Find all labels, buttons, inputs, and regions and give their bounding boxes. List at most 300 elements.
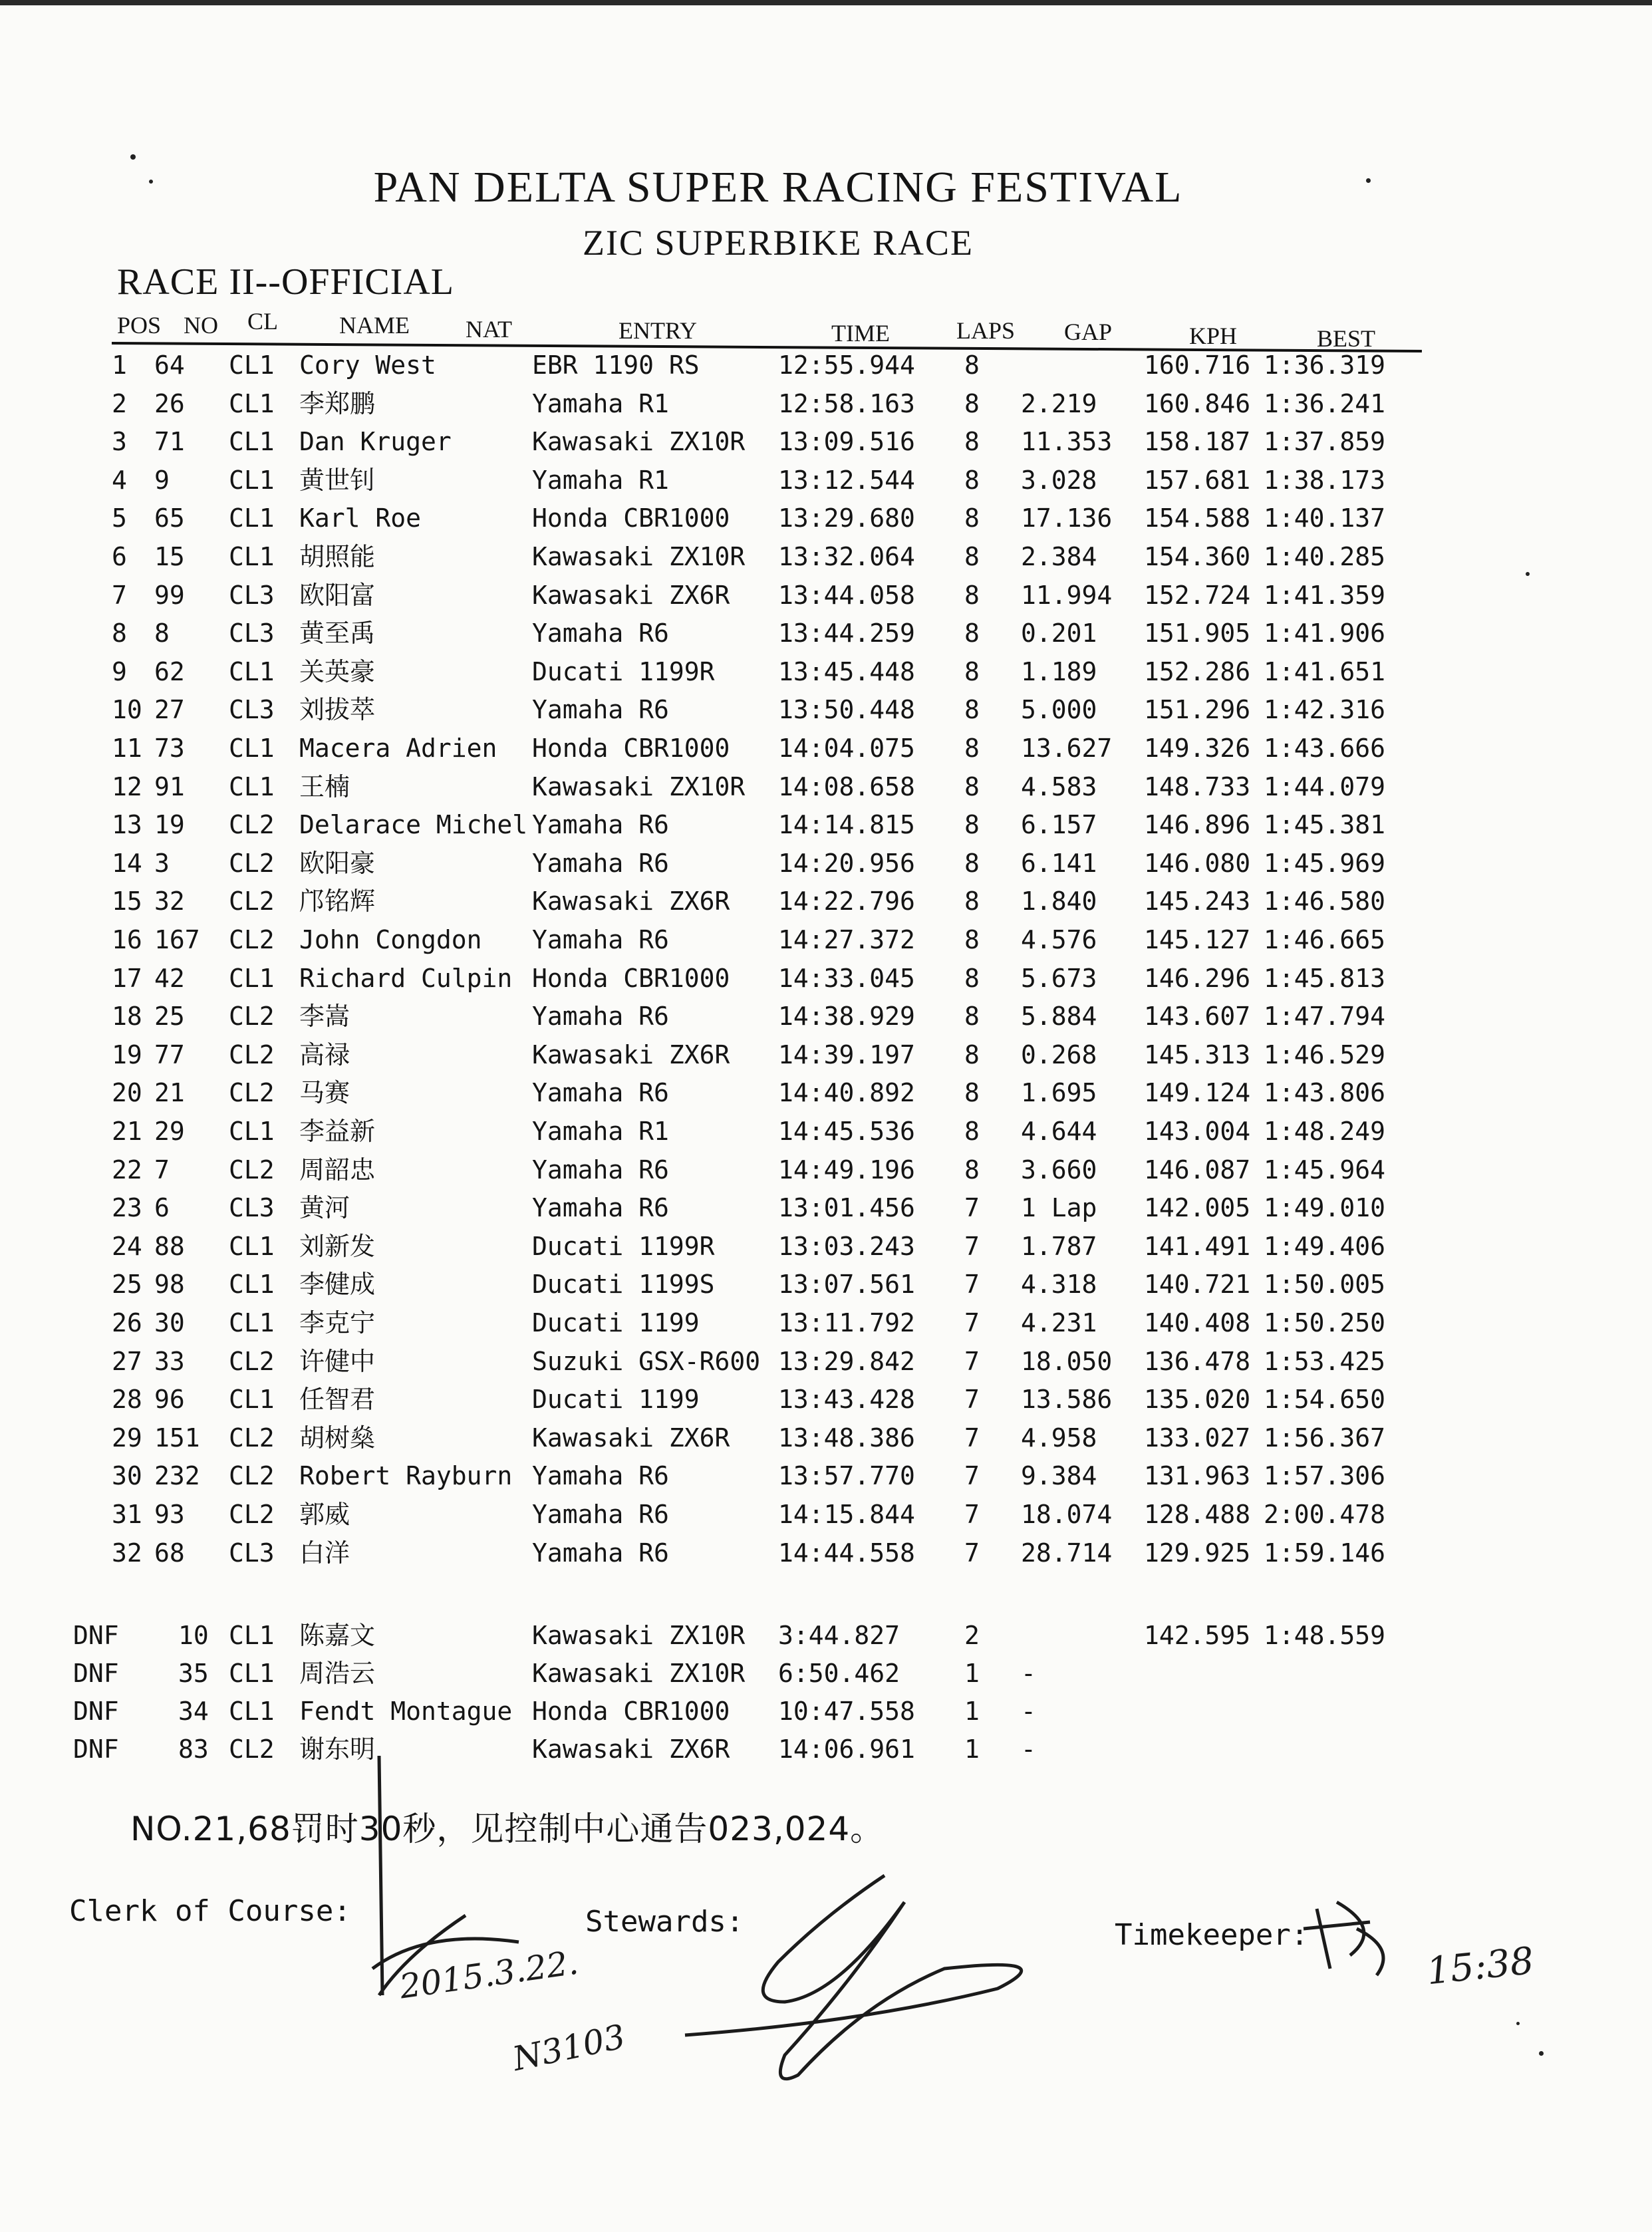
cell-cl: CL3	[229, 619, 275, 648]
cell-gap: 4.583	[1021, 771, 1097, 801]
cell-best: 1:43.666	[1264, 734, 1386, 763]
cell-kph: 142.005	[1144, 1193, 1251, 1223]
cell-cl: CL2	[229, 887, 275, 916]
cell-no: 32	[154, 887, 185, 916]
cell-time: 13:57.770	[778, 1461, 915, 1491]
cell-no: 19	[154, 810, 185, 840]
cell-cl: CL1	[229, 963, 275, 993]
cell-name: 欧阳豪	[299, 848, 376, 878]
col-kph: KPH	[1189, 323, 1238, 349]
cell-time: 14:06.961	[778, 1735, 915, 1764]
cell-laps: 8	[964, 810, 980, 840]
cell-kph: 154.588	[1144, 503, 1251, 533]
cell-kph: 151.905	[1144, 619, 1251, 648]
cell-time: 13:12.544	[778, 465, 915, 495]
cell-pos: 5	[112, 503, 127, 533]
cell-pos: 30	[112, 1461, 142, 1491]
cell-cl: CL1	[229, 1659, 275, 1688]
cell-no: 99	[154, 580, 185, 610]
cell-best: 1:36.241	[1264, 388, 1386, 418]
cell-name: 黄世钊	[299, 465, 376, 495]
cell-pos: 28	[112, 1385, 142, 1415]
cell-kph: 158.187	[1144, 427, 1251, 457]
cell-gap: 0.201	[1021, 619, 1097, 648]
cell-entry: Honda CBR1000	[532, 503, 730, 533]
cell-time: 13:03.243	[778, 1231, 915, 1261]
cell-time: 3:44.827	[778, 1621, 900, 1650]
cell-best: 1:41.651	[1264, 656, 1386, 686]
cell-laps: 8	[964, 542, 980, 571]
col-laps: LAPS	[956, 317, 1016, 344]
cell-kph: 146.296	[1144, 963, 1251, 993]
race-status: RACE II--OFFICIAL	[117, 261, 454, 303]
cell-laps: 8	[964, 1040, 980, 1069]
cell-cl: CL2	[229, 1735, 275, 1764]
cell-pos: 15	[112, 887, 142, 916]
timekeeper-signature	[1304, 1902, 1383, 1975]
cell-time: 14:45.536	[778, 1117, 915, 1146]
cell-entry: EBR 1190 RS	[532, 350, 700, 380]
cell-time: 13:09.516	[778, 427, 915, 457]
cell-time: 14:20.956	[778, 848, 915, 878]
cell-best: 1:41.906	[1264, 619, 1386, 648]
cell-laps: 8	[964, 695, 980, 725]
cell-laps: 8	[964, 1078, 980, 1108]
cell-entry: Yamaha R6	[532, 1155, 669, 1185]
cell-laps: 8	[964, 465, 980, 495]
col-pos: POS	[117, 312, 162, 339]
cell-laps: 8	[964, 503, 980, 533]
cell-entry: Yamaha R6	[532, 1078, 669, 1108]
cell-kph: 160.846	[1144, 388, 1251, 418]
cell-time: 13:32.064	[778, 542, 915, 571]
cell-name: 关英豪	[299, 656, 376, 686]
cell-no: 73	[154, 734, 185, 763]
cell-cl: CL1	[229, 1308, 275, 1337]
cell-cl: CL1	[229, 734, 275, 763]
cell-kph: 151.296	[1144, 695, 1251, 725]
cell-gap: 0.268	[1021, 1040, 1097, 1069]
cell-pos: 8	[112, 619, 127, 648]
cell-pos: 14	[112, 848, 142, 878]
cell-time: 14:38.929	[778, 1002, 915, 1032]
penalty-note: NO.21,68罚时30秒，见控制中心通告023,024。	[130, 1810, 885, 1848]
cell-laps: 7	[964, 1385, 980, 1415]
cell-laps: 8	[964, 427, 980, 457]
cell-gap: 4.958	[1021, 1423, 1097, 1453]
cell-entry: Ducati 1199	[532, 1385, 700, 1415]
cell-time: 13:50.448	[778, 695, 915, 725]
cell-pos: DNF	[73, 1621, 119, 1650]
cell-no: 21	[154, 1078, 185, 1108]
cell-name: Richard Culpin	[299, 963, 513, 993]
cell-cl: CL1	[229, 1621, 275, 1650]
col-no: NO	[184, 312, 218, 339]
cell-entry: Honda CBR1000	[532, 963, 730, 993]
cell-name: Dan Kruger	[299, 427, 452, 457]
cell-best: 1:47.794	[1264, 1002, 1386, 1032]
cell-pos: 13	[112, 810, 142, 840]
cell-name: Macera Adrien	[299, 734, 497, 763]
cell-cl: CL1	[229, 465, 275, 495]
cell-kph: 145.243	[1144, 887, 1251, 916]
cell-best: 1:45.969	[1264, 848, 1386, 878]
cell-pos: 16	[112, 925, 142, 954]
cell-pos: 2	[112, 388, 127, 418]
cell-time: 12:58.163	[778, 388, 915, 418]
cell-name: 李郑鹏	[299, 388, 376, 418]
cell-gap: 3.028	[1021, 465, 1097, 495]
race-subtitle: ZIC SUPERBIKE RACE	[582, 223, 974, 263]
cell-no: 6	[154, 1193, 170, 1223]
cell-entry: Yamaha R6	[532, 1538, 669, 1568]
cell-best: 1:46.580	[1264, 887, 1386, 916]
cell-cl: CL1	[229, 1231, 275, 1261]
handwritten-date: 2015.3.22.	[397, 1943, 581, 2007]
cell-kph: 148.733	[1144, 771, 1251, 801]
event-title: PAN DELTA SUPER RACING FESTIVAL	[373, 163, 1183, 211]
cell-kph: 143.607	[1144, 1002, 1251, 1032]
cell-kph: 140.408	[1144, 1308, 1251, 1337]
cell-no: 8	[154, 619, 170, 648]
cell-entry: Ducati 1199	[532, 1308, 700, 1337]
cell-cl: CL2	[229, 1002, 275, 1032]
cell-gap: 6.141	[1021, 848, 1097, 878]
cell-gap: 1.787	[1021, 1231, 1097, 1261]
cell-time: 12:55.944	[778, 350, 915, 380]
cell-best: 1:54.650	[1264, 1385, 1386, 1415]
cell-laps: 7	[964, 1270, 980, 1300]
cell-best: 1:56.367	[1264, 1423, 1386, 1453]
cell-pos: 1	[112, 350, 127, 380]
cell-name: 李益新	[299, 1117, 376, 1146]
cell-laps: 7	[964, 1500, 980, 1529]
cell-pos: 20	[112, 1078, 142, 1108]
cell-kph: 152.286	[1144, 656, 1251, 686]
cell-laps: 8	[964, 887, 980, 916]
cell-entry: Yamaha R6	[532, 1461, 669, 1491]
cell-no: 64	[154, 350, 185, 380]
col-entry: ENTRY	[619, 317, 698, 344]
cell-laps: 7	[964, 1231, 980, 1261]
cell-laps: 7	[964, 1346, 980, 1376]
cell-time: 14:40.892	[778, 1078, 915, 1108]
cell-gap: 4.576	[1021, 925, 1097, 954]
cell-best: 1:41.359	[1264, 580, 1386, 610]
cell-best: 1:49.406	[1264, 1231, 1386, 1261]
cell-no: 151	[154, 1423, 200, 1453]
cell-pos: 7	[112, 580, 127, 610]
cell-best: 1:45.381	[1264, 810, 1386, 840]
cell-laps: 8	[964, 580, 980, 610]
cell-no: 26	[154, 388, 185, 418]
cell-kph: 143.004	[1144, 1117, 1251, 1146]
cell-gap: 4.231	[1021, 1308, 1097, 1337]
cell-entry: Yamaha R6	[532, 810, 669, 840]
cell-gap: 9.384	[1021, 1461, 1097, 1491]
cell-name: 谢东明	[299, 1735, 376, 1764]
cell-entry: Yamaha R1	[532, 388, 669, 418]
cell-entry: Honda CBR1000	[532, 1697, 730, 1726]
cell-name: Karl Roe	[299, 503, 422, 533]
cell-laps: 8	[964, 656, 980, 686]
cell-time: 14:22.796	[778, 887, 915, 916]
cell-name: 李健成	[299, 1270, 376, 1300]
col-cl: CL	[247, 308, 279, 335]
cell-cl: CL3	[229, 695, 275, 725]
cell-time: 13:43.428	[778, 1385, 915, 1415]
cell-gap: 3.660	[1021, 1155, 1097, 1185]
cell-kph: 129.925	[1144, 1538, 1251, 1568]
cell-pos: 3	[112, 427, 127, 457]
stewards-label: Stewards:	[585, 1905, 744, 1939]
cell-time: 13:45.448	[778, 656, 915, 686]
cell-laps: 7	[964, 1423, 980, 1453]
cell-cl: CL1	[229, 1697, 275, 1726]
cell-gap: 5.884	[1021, 1002, 1097, 1032]
cell-time: 14:15.844	[778, 1500, 915, 1529]
cell-laps: 8	[964, 848, 980, 878]
cell-time: 13:29.680	[778, 503, 915, 533]
cell-name: 高禄	[299, 1040, 350, 1069]
cell-laps: 8	[964, 619, 980, 648]
cell-gap: 2.219	[1021, 388, 1097, 418]
cell-name: 陈嘉文	[299, 1621, 376, 1650]
cell-name: 胡树燊	[299, 1423, 376, 1453]
cell-best: 1:40.285	[1264, 542, 1386, 571]
cell-pos: 6	[112, 542, 127, 571]
cell-entry: Ducati 1199R	[532, 656, 715, 686]
timekeeper-label: Timekeeper:	[1115, 1918, 1309, 1952]
cell-name: 周浩云	[299, 1659, 376, 1688]
cell-cl: CL2	[229, 810, 275, 840]
cell-no: 9	[154, 465, 170, 495]
cell-time: 13:29.842	[778, 1346, 915, 1376]
cell-best: 1:45.813	[1264, 963, 1386, 993]
cell-cl: CL2	[229, 848, 275, 878]
cell-pos: 29	[112, 1423, 142, 1453]
cell-cl: CL1	[229, 542, 275, 571]
cell-cl: CL2	[229, 1346, 275, 1376]
cell-pos: 26	[112, 1308, 142, 1337]
cell-entry: Kawasaki ZX10R	[532, 1621, 746, 1650]
cell-name: 李嵩	[299, 1002, 350, 1032]
cell-name: 马赛	[299, 1078, 350, 1108]
col-name: NAME	[339, 312, 410, 339]
cell-best: 1:49.010	[1264, 1193, 1386, 1223]
cell-entry: Kawasaki ZX6R	[532, 1423, 730, 1453]
cell-best: 2:00.478	[1264, 1500, 1386, 1529]
cell-gap: -	[1021, 1659, 1036, 1688]
cell-entry: Yamaha R6	[532, 925, 669, 954]
cell-gap: 1.840	[1021, 887, 1097, 916]
cell-pos: 22	[112, 1155, 142, 1185]
cell-time: 14:33.045	[778, 963, 915, 993]
col-nat: NAT	[466, 316, 512, 343]
cell-entry: Yamaha R6	[532, 1193, 669, 1223]
cell-cl: CL3	[229, 1193, 275, 1223]
cell-name: 王楠	[299, 771, 350, 801]
cell-name: 李克宁	[299, 1308, 376, 1337]
cell-laps: 1	[964, 1735, 980, 1764]
cell-kph: 145.127	[1144, 925, 1251, 954]
cell-best: 1:42.316	[1264, 695, 1386, 725]
cell-kph: 133.027	[1144, 1423, 1251, 1453]
cell-gap: 4.644	[1021, 1117, 1097, 1146]
cell-name: 任智君	[299, 1385, 376, 1415]
cell-time: 14:08.658	[778, 771, 915, 801]
cell-entry: Yamaha R6	[532, 619, 669, 648]
cell-best: 1:36.319	[1264, 350, 1386, 380]
cell-no: 93	[154, 1500, 185, 1529]
cell-cl: CL2	[229, 925, 275, 954]
cell-laps: 7	[964, 1193, 980, 1223]
cell-laps: 8	[964, 1002, 980, 1032]
cell-pos: 24	[112, 1231, 142, 1261]
cell-pos: 19	[112, 1040, 142, 1069]
cell-laps: 8	[964, 963, 980, 993]
cell-name: John Congdon	[299, 925, 482, 954]
cell-gap: -	[1021, 1735, 1036, 1764]
cell-name: 黄河	[299, 1193, 350, 1223]
cell-no: 62	[154, 656, 185, 686]
cell-name: 许健中	[299, 1346, 376, 1376]
cell-entry: Yamaha R6	[532, 1500, 669, 1529]
cell-time: 14:39.197	[778, 1040, 915, 1069]
cell-pos: 31	[112, 1500, 142, 1529]
cell-pos: 12	[112, 771, 142, 801]
cell-pos: 17	[112, 963, 142, 993]
cell-entry: Kawasaki ZX10R	[532, 542, 746, 571]
cell-kph: 128.488	[1144, 1500, 1251, 1529]
handwritten-code: N3103	[509, 2017, 629, 2079]
cell-time: 14:49.196	[778, 1155, 915, 1185]
cell-best: 1:46.529	[1264, 1040, 1386, 1069]
cell-best: 1:44.079	[1264, 771, 1386, 801]
cell-kph: 152.724	[1144, 580, 1251, 610]
cell-no: 33	[154, 1346, 185, 1376]
cell-kph: 135.020	[1144, 1385, 1251, 1415]
cell-cl: CL2	[229, 1500, 275, 1529]
cell-name: Robert Rayburn	[299, 1461, 513, 1491]
cell-no: 25	[154, 1002, 185, 1032]
cell-kph: 145.313	[1144, 1040, 1251, 1069]
cell-best: 1:37.859	[1264, 427, 1386, 457]
cell-kph: 146.087	[1144, 1155, 1251, 1185]
cell-pos: 4	[112, 465, 127, 495]
cell-laps: 7	[964, 1461, 980, 1491]
cell-entry: Yamaha R1	[532, 1117, 669, 1146]
cell-best: 1:38.173	[1264, 465, 1386, 495]
cell-entry: Ducati 1199S	[532, 1270, 715, 1300]
cell-pos: 25	[112, 1270, 142, 1300]
cell-no: 29	[154, 1117, 185, 1146]
cell-entry: Yamaha R1	[532, 465, 669, 495]
cell-gap: 11.994	[1021, 580, 1113, 610]
cell-kph: 141.491	[1144, 1231, 1251, 1261]
col-time: TIME	[831, 320, 890, 347]
cell-cl: CL2	[229, 1461, 275, 1491]
cell-cl: CL1	[229, 388, 275, 418]
cell-best: 1:43.806	[1264, 1078, 1386, 1108]
cell-entry: Kawasaki ZX10R	[532, 771, 746, 801]
cell-pos: 32	[112, 1538, 142, 1568]
cell-cl: CL1	[229, 1270, 275, 1300]
cell-cl: CL1	[229, 1117, 275, 1146]
cell-best: 1:45.964	[1264, 1155, 1386, 1185]
cell-no: 42	[154, 963, 185, 993]
cell-no: 96	[154, 1385, 185, 1415]
cell-no: 34	[178, 1697, 209, 1726]
cell-cl: CL1	[229, 771, 275, 801]
cell-gap: 5.000	[1021, 695, 1097, 725]
cell-gap: 13.586	[1021, 1385, 1113, 1415]
cell-laps: 8	[964, 771, 980, 801]
cell-best: 1:48.559	[1264, 1621, 1386, 1650]
stewards-signature	[685, 1876, 1022, 2079]
cell-name: 胡照能	[299, 542, 376, 571]
cell-laps: 8	[964, 1117, 980, 1146]
cell-cl: CL3	[229, 1538, 275, 1568]
cell-kph: 146.896	[1144, 810, 1251, 840]
cell-entry: Kawasaki ZX10R	[532, 427, 746, 457]
cell-entry: Yamaha R6	[532, 1002, 669, 1032]
cell-kph: 136.478	[1144, 1346, 1251, 1376]
cell-laps: 8	[964, 388, 980, 418]
cell-kph: 157.681	[1144, 465, 1251, 495]
cell-cl: CL1	[229, 656, 275, 686]
cell-gap: 28.714	[1021, 1538, 1113, 1568]
cell-laps: 8	[964, 734, 980, 763]
cell-cl: CL2	[229, 1040, 275, 1069]
cell-no: 7	[154, 1155, 170, 1185]
col-best: BEST	[1317, 325, 1376, 352]
cell-no: 77	[154, 1040, 185, 1069]
cell-pos: DNF	[73, 1659, 119, 1688]
cell-entry: Honda CBR1000	[532, 734, 730, 763]
cell-kph: 160.716	[1144, 350, 1251, 380]
cell-gap: -	[1021, 1697, 1036, 1726]
cell-laps: 1	[964, 1697, 980, 1726]
cell-gap: 1.189	[1021, 656, 1097, 686]
cell-pos: 21	[112, 1117, 142, 1146]
cell-entry: Yamaha R6	[532, 695, 669, 725]
cell-no: 3	[154, 848, 170, 878]
cell-cl: CL2	[229, 1078, 275, 1108]
cell-no: 98	[154, 1270, 185, 1300]
cell-name: Fendt Montague	[299, 1697, 513, 1726]
cell-best: 1:59.146	[1264, 1538, 1386, 1568]
cell-entry: Kawasaki ZX10R	[532, 1659, 746, 1688]
cell-entry: Yamaha R6	[532, 848, 669, 878]
cell-gap: 18.074	[1021, 1500, 1113, 1529]
cell-kph: 142.595	[1144, 1621, 1251, 1650]
cell-no: 10	[178, 1621, 209, 1650]
cell-time: 13:01.456	[778, 1193, 915, 1223]
cell-laps: 2	[964, 1621, 980, 1650]
cell-no: 65	[154, 503, 185, 533]
cell-laps: 1	[964, 1659, 980, 1688]
cell-name: Cory West	[299, 350, 436, 380]
cell-time: 14:44.558	[778, 1538, 915, 1568]
cell-entry: Kawasaki ZX6R	[532, 1040, 730, 1069]
cell-cl: CL1	[229, 427, 275, 457]
cell-entry: Kawasaki ZX6R	[532, 580, 730, 610]
cell-entry: Ducati 1199R	[532, 1231, 715, 1261]
cell-time: 14:27.372	[778, 925, 915, 954]
cell-kph: 154.360	[1144, 542, 1251, 571]
cell-pos: 9	[112, 656, 127, 686]
